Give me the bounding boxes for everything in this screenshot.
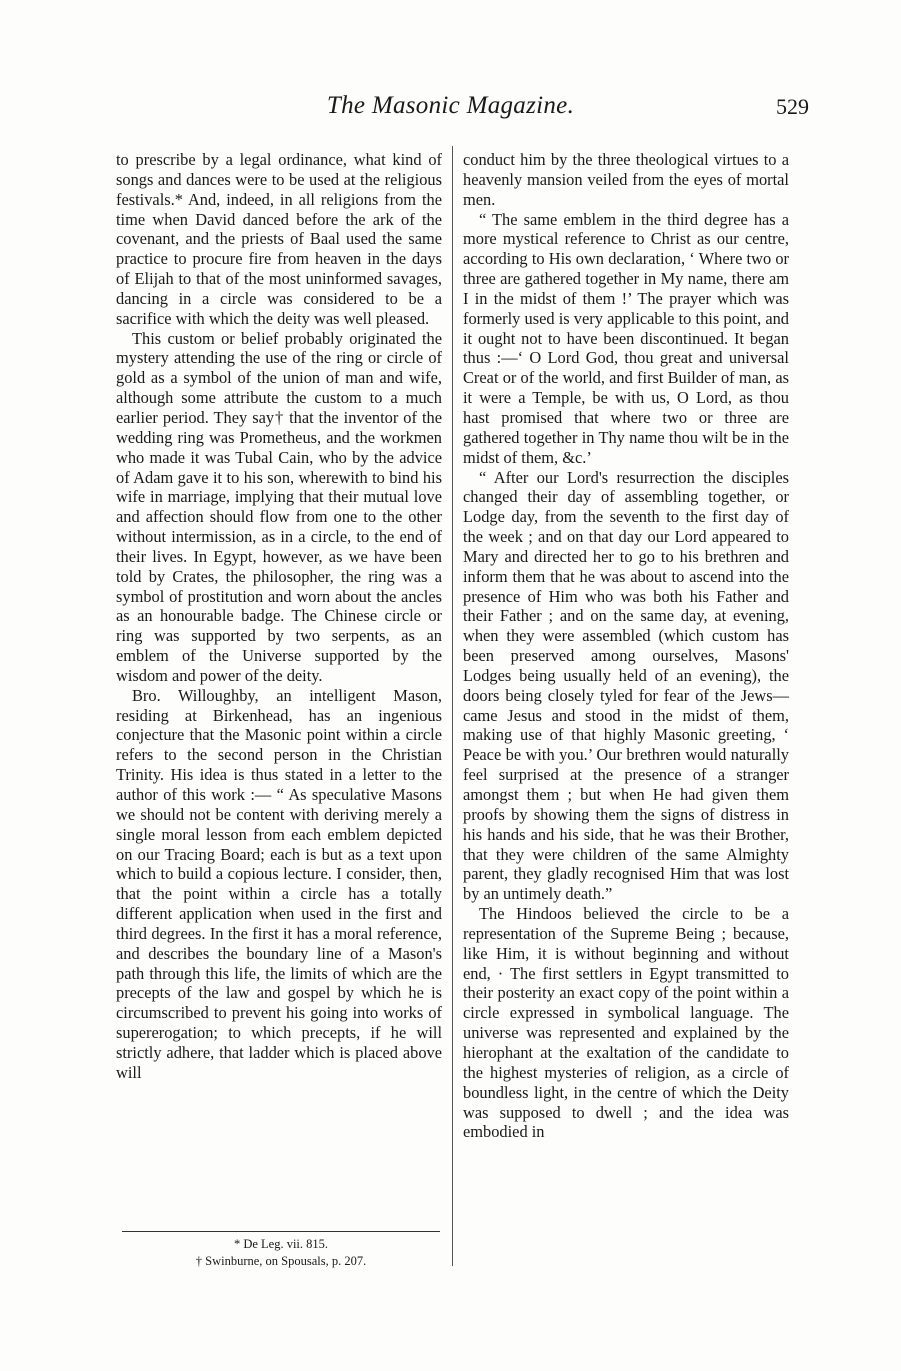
footnote: † Swinburne, on Spousals, p. 207. xyxy=(195,1254,367,1268)
paragraph: The Hindoos believed the circle to be a representation of the Supreme Being ; because, like Him, it is without beginning and without end, · The first settlers in Egypt transmitted to their posterity an exact copy of the point within a circle expressed in symbolical language. The universe was represented and explained by the hierophant at the exaltation of the candidate to the highest mysteries of religion, as a circle of boundless light, in the centre of which the Deity was supposed to dwell ; and the idea was embodied in xyxy=(463,904,789,1142)
page-header xyxy=(0,88,901,128)
paragraph: to prescribe by a legal ordinance, what kind of songs and dances were to be used at the religious festivals.* And, indeed, in all religions from the time when David danced before the ark of the covenant, and the priests of Baal used the same practice to procure fire from heaven in the days of Elijah to that of the most uninformed savages, dancing in a circle was considered to be a sacrifice with which the deity was well pleased. xyxy=(116,150,442,328)
paragraph: “ The same emblem in the third degree has a more mystical reference to Christ as our centre, according to His own declaration, ‘ Where two or three are gathered together in My name, there am I in the midst of them !’ The prayer which was formerly used is very applicable to this point, and it ought not to have been discontinued. It began thus :—‘ O Lord God, thou great and universal Creat or of the world, and first Builder of man, as it were a Temple, be with us, O Lord, as thou hast promised that where two or three are gathered together in Thy name thou wilt be in the midst of them, &c.’ xyxy=(463,209,789,467)
paragraph: “ After our Lord's resurrection the disciples changed their day of assembling together, or Lodge day, from the seventh to the first day of the week ; and on that day our Lord appeared to Mary and directed her to go to his brethren and inform them that he was about to ascend into the presence of Him who was both his Father and their Father ; and on the same day, at evening, when they were assembled (which custom has been preserved among ourselves, Masons' Lodges being usually held of an evening), the doors being closely tyled for fear of the Jews—came Jesus and stood in the midst of them, making use of that highly Masonic greeting, ‘ Peace be with you.’ Our brethren would naturally feel surprised at the presence of a stranger amongst them ; but when He had given them proofs by showing them the signs of distress in his hands and his side, that he was their Brother, that they were children of the same Almighty parent, they gladly recognised Him that was lost by an untimely death.” xyxy=(463,467,789,904)
footnote: * De Leg. vii. 815. xyxy=(233,1237,329,1251)
paragraph: Bro. Willoughby, an intelligent Mason, residing at Birkenhead, has an ingenious conjecture that the Masonic point within a circle refers to the second person in the Christian Trinity. His idea is thus stated in a letter to the author of this work :— “ As speculative Masons we should not be content with deriving merely a single moral lesson from each emblem depicted on our Tracing Board; each is but as a text upon which to build a copious lecture. I consider, then, that the point within a circle has a totally different application when used in the first and third degrees. In the first it has a moral reference, and describes the boundary line of a Mason's path through this life, the limits of which are the precepts of the law and gospel by which he is circumscribed to prevent his going into works of supererogation; to which precepts, if he will strictly adhere, that ladder which is placed above will xyxy=(116,685,442,1082)
running-title: The Masonic Magazine. xyxy=(326,92,575,119)
paragraph: conduct him by the three theological virtues to a heavenly mansion veiled from the eyes of mortal men. xyxy=(463,150,789,209)
page-number: 529 xyxy=(776,94,809,119)
left-column xyxy=(116,150,442,1083)
paragraph: This custom or belief probably originated the mystery attending the use of the ring or circle of gold as a symbol of the union of man and wife, although some attribute the custom to a much earlier period. They say† that the inventor of the wedding ring was Prometheus, and the workmen who made it was Tubal Cain, who by the advice of Adam gave it to his son, wherewith to bind his wife in marriage, implying that their mutual love and affection should flow from one to the other without intermission, as in a circle, to the end of their lives. In Egypt, however, as we have been told by Crates, the philosopher, the ring was a symbol of prostitution and worn about the ancles as an honourable badge. The Chinese circle or ring was supported by two serpents, as an emblem of the Universe supported by the wisdom and power of the deity. xyxy=(116,328,442,685)
footnote-divider xyxy=(122,1231,440,1232)
right-column xyxy=(463,150,789,1142)
footnotes xyxy=(116,1236,446,1270)
column-divider xyxy=(452,146,453,1266)
